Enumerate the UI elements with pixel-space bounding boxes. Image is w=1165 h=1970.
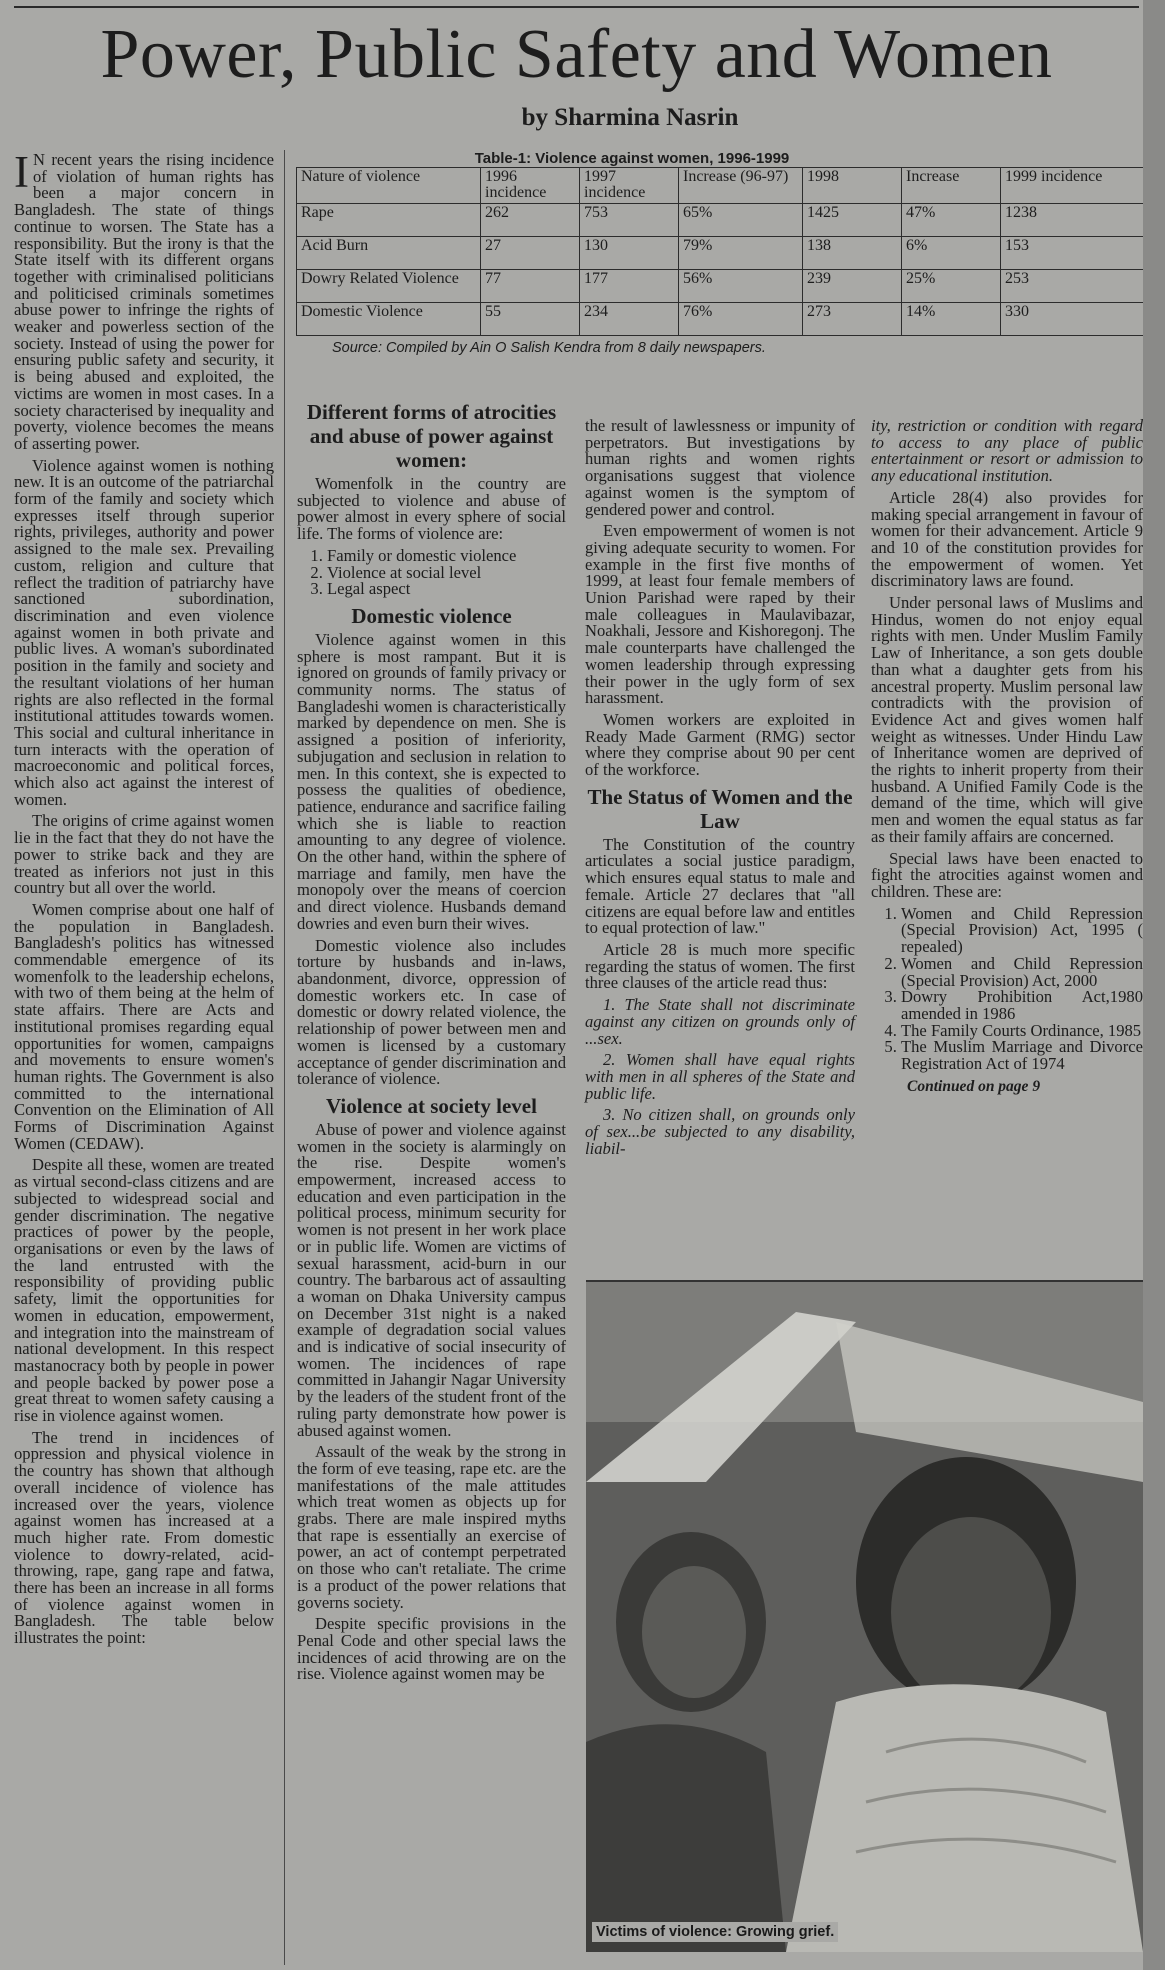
article-column-2 (297, 400, 566, 1688)
paragraph: Domestic violence also includes torture by husbands and in-laws, abandonment, divorce, oppression of domestic workers etc. In case of domestic or dowry related violence, the relationship of power between men and women is licensed by a customary acceptance of gender discrimination and tolerance of violence. (297, 935, 566, 1089)
list-item: 3. Dowry Prohibition Act,1980 amended in 1986 (901, 989, 1143, 1022)
paragraph: Special laws have been enacted to fight the atrocities against women and children. These are: (871, 848, 1143, 901)
violence-forms-list (297, 545, 566, 599)
table-header-cell: Increase (96-97) (679, 168, 803, 204)
continued-note: Continued on page 9 (907, 1077, 1041, 1095)
paragraph: Under personal laws of Muslims and Hindus, women do not enjoy equal rights with men. Under Muslim Family Law of Inheritance, a son gets double than what a daughter gets from his ancestral property. Muslim personal law contradicts with the provision of Evidence Act and gives women half weight as witnesses. Under Hindu Law of Inheritance women are deprived of the rights to inherit property from their husband. A Unified Family Code is the demand of the time, which will give men and women the equal status as far as their family affairs are concerned. (871, 593, 1143, 846)
table-cell: 330 (1001, 303, 1146, 336)
constitution-clause: 1. The State shall not discriminate against any citizen on grounds only of ...sex. (585, 995, 855, 1048)
paragraph: the result of lawlessness or impunity of perpetrators. But investigations by human rights and women rights organisations suggest that violence against women is the symptom of gendered power and control. (585, 416, 855, 519)
article-column-1 (14, 147, 274, 1652)
special-laws-list (871, 903, 1143, 1074)
paragraph: Violence against women is nothing new. It is an outcome of the patriarchal form of the family and society which expresses itself through superior rights, privileges, authority and power assigned to the male sex. Prevailing custom, religion and culture that reflect the tradition of patriarchy have sanctioned subordination, discrimination and even violence against women in both private and public lives. A woman's subordinated position in the family and society and the resultant violations of her human rights are also reflected in the formal institutional attitudes towards women. This social and cultural inheritance in turn interacts with the operation of macroeconomic and political forces, which also act against the interest of women. (14, 455, 274, 809)
table-cell: 273 (803, 303, 902, 336)
table-cell: 55 (481, 303, 580, 336)
table-row (297, 237, 1146, 270)
paragraph: Even empowerment of women is not giving adequate security to women. For example in the first five months of 1999, at least four female members of Union Parishad were raped by their male colleagues in Maulavibazar, Noakhali, Jessore and Kishoregonj. The male counterparts have challenged the women leadership through expressing their power in the ugly form of sex harassment. (585, 521, 855, 708)
table-cell: 6% (902, 237, 1001, 270)
article-column-3 (585, 418, 855, 1162)
constitution-clause: 2. Women shall have equal rights with men in all spheres of the State and public life. (585, 1050, 855, 1103)
photo-caption: Victims of violence: Growing grief. (592, 1922, 838, 1942)
photo-illustration (586, 1282, 1143, 1952)
table-cell: Rape (297, 204, 481, 237)
table-cell: 130 (580, 237, 679, 270)
table-cell: 153 (1001, 237, 1146, 270)
violence-table-block (296, 150, 1146, 356)
list-item: 2. Women and Child Repression (Special Provision) Act, 2000 (901, 956, 1143, 989)
top-rule (14, 6, 1139, 8)
list-item: 2. Violence at social level (327, 565, 566, 582)
table-cell: Dowry Related Violence (297, 270, 481, 303)
section-heading: The Status of Women and the Law (587, 784, 853, 833)
table-cell: Acid Burn (297, 237, 481, 270)
table-cell: Domestic Violence (297, 303, 481, 336)
table-row (297, 303, 1146, 336)
table-cell: 77 (481, 270, 580, 303)
paragraph: The trend in incidences of oppression and physical violence in the country has shown that although overall incidence of violence has increased over the years, violence against women has increased at a much higher rate. From domestic violence to dowry-related, acid-throwing, rape, gang rape and fatwa, there has been an increase in all forms of violence against women in Bangladesh. The table below illustrates the point: (14, 1427, 274, 1648)
paragraph: The origins of crime against women lie in the fact that they do not have the power to strike back and they are treated as inferiors not just in this country but all over the world. (14, 811, 274, 898)
paragraph: The Constitution of the country articulates a social justice paradigm, which ensures equal status to male and female. Article 27 declares that "all citizens are equal before law and entitles to equal protection of law." (585, 834, 855, 938)
table-header-cell: Increase (902, 168, 1001, 204)
table-source: Source: Compiled by Ain O Salish Kendra from 8 daily newspapers. (332, 340, 766, 356)
paragraph-text: N recent years the rising incidence of violation of human rights has been a major concern in Bangladesh. The state of things continue to worsen. The State has a responsibility. But the irony is that the State itself with its different organs together with criminalised politicians and politicised criminals sometimes abuse power to infringe the rights of weaker and powerless section of the society. Instead of using the power for ensuring public safety and security, it is being abused and exploited, the victims are women in most cases. In a society characterised by inequality and poverty, violence becomes the means of asserting power. (14, 150, 274, 453)
table-cell: 65% (679, 204, 803, 237)
table-cell: 1425 (803, 204, 902, 237)
paragraph: Womenfolk in the country are subjected to violence and abuse of power almost in every sphere of social life. The forms of violence are: (297, 474, 566, 544)
headline: Power, Public Safety and Women (100, 16, 1053, 93)
table-caption: Table-1: Violence against women, 1996-1999 (474, 150, 790, 167)
table-cell: 262 (481, 204, 580, 237)
table-cell: 239 (803, 270, 902, 303)
section-heading: Different forms of atrocities and abuse of power against women: (306, 400, 557, 472)
table-header-cell: Nature of violence (297, 168, 481, 204)
paragraph: Despite all these, women are treated as virtual second-class citizens and are subjected to widespread social and gender discrimination. The negative practices of power by the people, organisations or even by the laws of the land entrusted with the responsibility of providing public safety, limit the opportunities for women in education, empowerment, and integration into the mainstream of national development. In this respect mastanocracy both by people in power and people backed by power pose a great threat to women safety causing a rise in violence against women. (14, 1155, 274, 1426)
list-item: 1. Family or domestic violence (327, 548, 566, 565)
paragraph: Assault of the weak by the strong in the form of eve teasing, rape etc. are the manifestations of the male attitudes which treat women as objects up for grabs. There are male inspired myths that rape is essentially an exercise of power, an act of contempt perpetrated on those who can't retaliate. The crime is a product of the power relations that governs society. (297, 1442, 566, 1612)
column-rule (284, 150, 285, 1965)
byline: by Sharmina Nasrin (521, 104, 739, 131)
table-header-cell: 1997 incidence (580, 168, 679, 204)
table-row (297, 204, 1146, 237)
paragraph: Women workers are exploited in Ready Made Garment (RMG) sector where they comprise about 90 per cent of the workforce. (585, 709, 855, 780)
table-header-row (297, 168, 1146, 204)
paragraph: Abuse of power and violence against women in the society is alarmingly on the rise. Despite women's empowerment, increased access to education and even participation in the political process, minimum security for women is not present in her work place or in public life. Women are victims of sexual harassment, acid-burn in our country. The barbarous act of assaulting a woman on Dhaka University campus on December 31st night is a naked example of degradation social values and is indicative of social insecurity of women. The incidences of rape committed in Jahangir Nagar University by the leaders of the student front of the ruling party demonstrate how power is abused against women. (297, 1119, 566, 1440)
table-cell: 234 (580, 303, 679, 336)
news-photo (586, 1280, 1143, 1952)
table-header-cell: 1998 (803, 168, 902, 204)
list-item: 5. The Muslim Marriage and Divorce Registration Act of 1974 (901, 1039, 1143, 1072)
paragraph (14, 147, 274, 453)
table-cell: 753 (580, 204, 679, 237)
drop-cap: I (14, 147, 29, 197)
list-item: 3. Legal aspect (327, 581, 566, 598)
paragraph: Despite specific provisions in the Penal Code and other special laws the incidences of acid throwing are on the rise. Violence against women may be (297, 1614, 566, 1684)
table-cell: 47% (902, 204, 1001, 237)
table-header-cell: 1996 incidence (481, 168, 580, 204)
section-heading: Domestic violence (351, 603, 512, 628)
table-cell: 14% (902, 303, 1001, 336)
table-cell: 177 (580, 270, 679, 303)
table-cell: 1238 (1001, 204, 1146, 237)
paragraph: Women comprise about one half of the population in Bangladesh. Bangladesh's politics has witnessed commendable emergence of its womenfolk to the leadership echelons, with two of them being at the helm of state affairs. There are Acts and institutional promises regarding equal opportunities for women, campaigns and movements to ensure women's human rights. The Government is also committed to the international Convention on the Elimination of All Forms of Discrimination Against Women (CEDAW). (14, 899, 274, 1153)
table-cell: 76% (679, 303, 803, 336)
table-cell: 56% (679, 270, 803, 303)
table-row (297, 270, 1146, 303)
constitution-clause: 3. No citizen shall, on grounds only of sex...be subjected to any disability, liabil- (585, 1105, 855, 1158)
constitution-clause: ity, restriction or condition with regard to access to any place of public entertainment or resort or admission to any educational institution. (871, 416, 1143, 486)
table-cell: 25% (902, 270, 1001, 303)
list-item: 1. Women and Child Repression (Special Provision) Act, 1995 ( repealed) (901, 906, 1143, 956)
table-cell: 253 (1001, 270, 1146, 303)
paragraph: Violence against women in this sphere is most rampant. But it is ignored on grounds of family privacy or community norms. The status of Bangladeshi women is characteristically marked by dependence on men. She is assigned a position of inferiority, subjugation and seclusion in relation to men. In this context, she is expected to possess the qualities of obedience, patience, endurance and sacrifice failing which she is liable to reaction amounting to any degree of violence. On the other hand, within the sphere of marriage and family, men have the monopoly over the means of coercion and direct violence. Husbands demand dowries and even burn their wives. (297, 629, 566, 933)
table-cell: 138 (803, 237, 902, 270)
section-heading: Violence at society level (326, 1093, 537, 1118)
table-header-cell: 1999 incidence (1001, 168, 1146, 204)
table-cell: 27 (481, 237, 580, 270)
table-cell: 79% (679, 237, 803, 270)
violence-table (296, 167, 1146, 336)
list-item: 4. The Family Courts Ordinance, 1985 (901, 1023, 1143, 1040)
article-column-4 (871, 418, 1143, 1100)
paragraph: Article 28(4) also provides for making special arrangement in favour of women for their advancement. Article 9 and 10 of the constitution provides for the empowerment of women. Yet discriminatory laws are found. (871, 487, 1143, 591)
paragraph: Article 28 is much more specific regarding the status of women. The first three clauses of the article read thus: (585, 939, 855, 993)
